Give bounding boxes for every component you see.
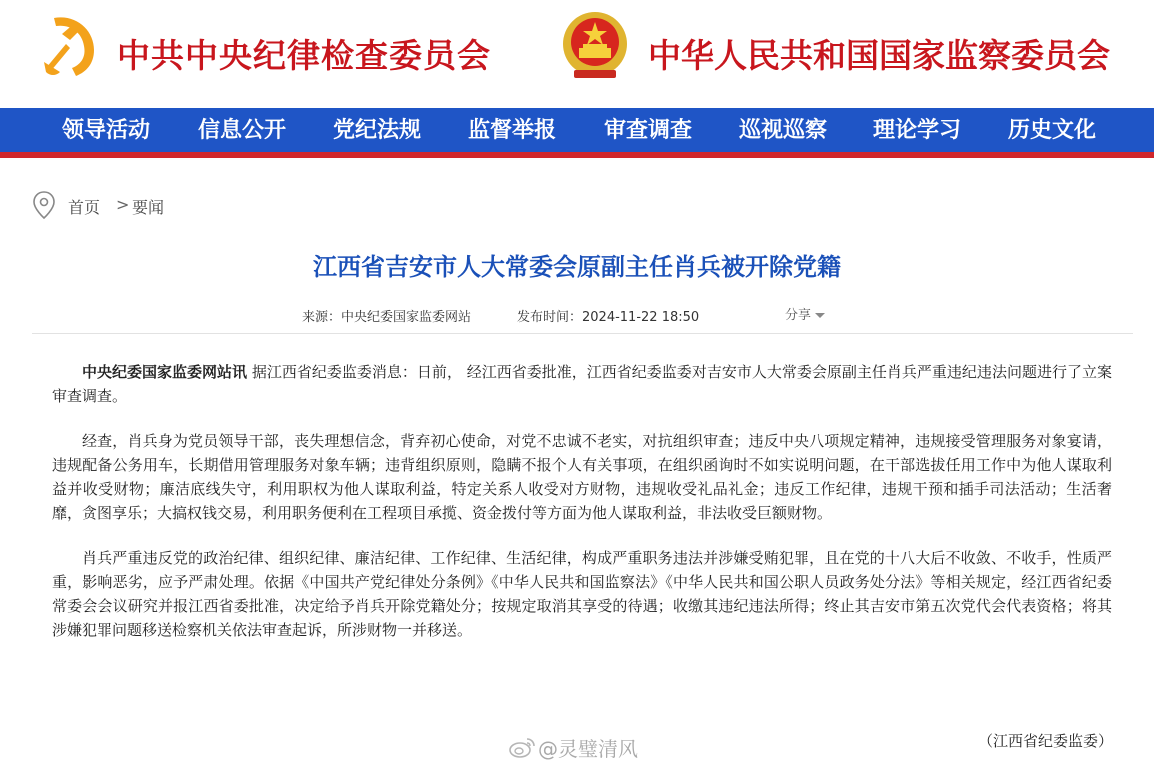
nav-item-inspection[interactable]: 巡视巡察: [739, 117, 828, 143]
paragraph-3: 肖兵严重违反党的政治纪律、组织纪律、廉洁纪律、工作纪律、生活纪律，构成严重职务违法并涉嫌受贿犯罪，且在党的十八大后不收敛、不收手，性质严重，影响恶劣，应予严肃处理。依据《中国共产党纪律处分条例》《中华人民共和国监察法》《中华人民共和国公职人员政务处分法》等相关规定，经江西省纪委常委会会议研究并报江西省委批准，决定给予肖兵开除党籍处分；按规定取消其享受的待遇；收缴其违纪违法所得；终止其吉安市第五次党代会代表资格；将其涉嫌犯罪问题移送检察机关依法审查起诉，所涉财物一并移送。: [52, 549, 1112, 639]
breadcrumb-current[interactable]: 要闻: [132, 198, 165, 217]
article-body: [52, 360, 1112, 663]
paragraph-1: [52, 360, 1112, 408]
weibo-icon: [508, 735, 536, 759]
paragraph-1-text: 据江西省纪委监委消息：日前， 经江西省委批准，江西省纪委监委对吉安市人大常委会原副主任肖兵严重违纪违法问题进行了立案审查调查。: [52, 363, 1112, 405]
breadcrumb-separator: >: [116, 195, 130, 214]
date-label: 发布时间：: [517, 310, 583, 325]
divider: [32, 333, 1133, 334]
paragraph-2: 经查，肖兵身为党员领导干部，丧失理想信念，背弃初心使命，对党不忠诚不老实，对抗组织审查；违反中央八项规定精神，违规接受管理服务对象宴请，违规配备公务用车，长期借用管理服务对象车辆；违背组织原则，隐瞒不报个人有关事项，在组织函询时不如实说明问题，在干部选拔任用工作中为他人谋取利益并收受财物；廉洁底线失守，利用职权为他人谋取利益，特定关系人收受对方财物，违规收受礼品礼金；违反工作纪律，违规干预和插手司法活动；生活奢靡，贪图享乐；大搞权钱交易，利用职务便利在工程项目承揽、资金拨付等方面为他人谋取利益，非法收受巨额财物。: [52, 432, 1112, 522]
watermark-text: @灵璧清风: [538, 737, 638, 761]
nav-item-investigation[interactable]: 审查调查: [604, 117, 693, 143]
nav-item-history-culture[interactable]: 历史文化: [1008, 117, 1097, 143]
main-nav: [0, 108, 1154, 158]
site-header: [0, 0, 1154, 108]
article-signature: （江西省纪委监委）: [978, 732, 1114, 750]
article-title: 江西省吉安市人大常委会原副主任肖兵被开除党籍: [313, 253, 841, 281]
nav-item-supervision-report[interactable]: 监督举报: [468, 117, 557, 143]
nav-item-regulations[interactable]: 党纪法规: [333, 117, 422, 143]
date-value: 2024-11-22 18:50: [582, 310, 700, 325]
party-emblem-icon: [36, 10, 100, 80]
nsc-title: 中华人民共和国国家监察委员会: [648, 36, 1110, 75]
share-button[interactable]: [785, 304, 825, 323]
share-label: 分享: [785, 308, 812, 323]
nav-item-leadership[interactable]: 领导活动: [62, 117, 151, 143]
national-emblem-icon: [560, 10, 630, 82]
nav-item-info-disclosure[interactable]: 信息公开: [198, 117, 287, 143]
chevron-down-icon: [815, 313, 825, 318]
source-value: 中央纪委国家监委网站: [341, 310, 472, 325]
ccdi-title: 中共中央纪律检查委员会: [117, 36, 491, 75]
article-source: [302, 306, 471, 325]
nav-item-theory-study[interactable]: 理论学习: [873, 117, 962, 143]
breadcrumb-home[interactable]: 首页: [68, 198, 101, 217]
location-pin-icon: [32, 190, 56, 220]
lead-text: 中央纪委国家监委网站讯: [82, 363, 248, 381]
source-label: 来源：: [302, 310, 342, 325]
article-date: [517, 306, 699, 325]
